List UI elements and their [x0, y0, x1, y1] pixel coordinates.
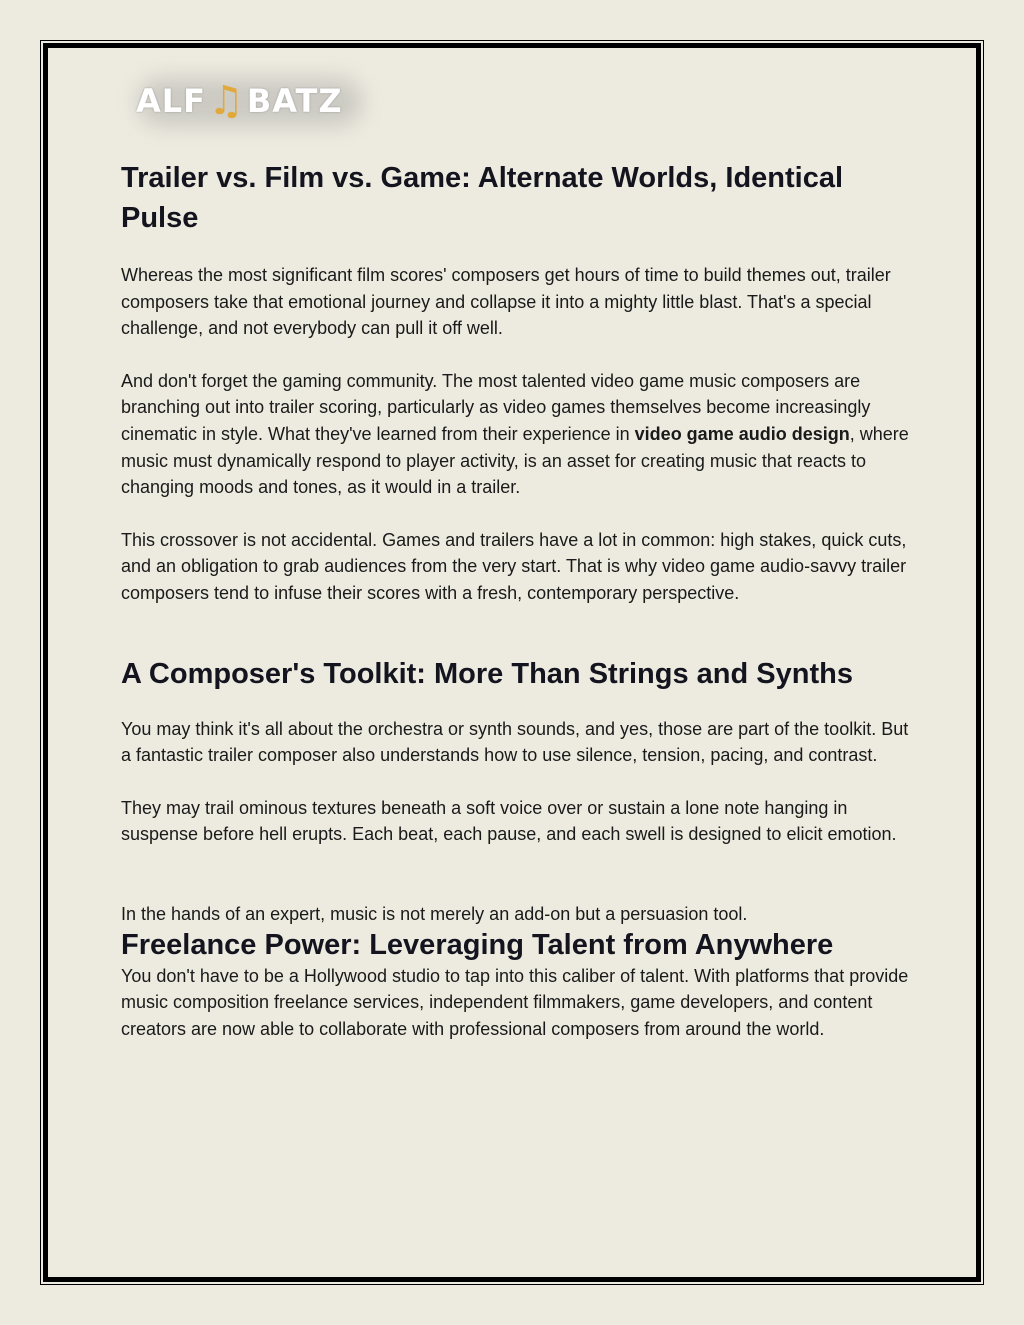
logo-text-right: BATZ — [246, 82, 343, 120]
logo-text-left: ALF — [136, 82, 207, 120]
paragraph: You don't have to be a Hollywood studio to tap into this caliber of talent. With platforms that provide music composition freelance services, independent filmmakers, game developers, and content creators are now able to collaborate with professional composers from around the world. — [121, 965, 909, 1039]
paragraph-text: And don't forget the gaming community. The most talented video game music composers are branching out into trailer scoring, particularly as video games themselves become increasingly cinematic in style. What they've learned from their experience in — [121, 370, 871, 444]
paragraph: You may think it's all about the orchestra or synth sounds, and yes, those are part of the toolkit. But a fantastic trailer composer also understands how to use silence, tension, pacing, and contrast. — [121, 718, 909, 766]
logo-wordmark — [136, 78, 343, 124]
section-heading-freelance-power: Freelance Power: Leveraging Talent from Anywhere — [121, 928, 834, 961]
document-body — [121, 158, 911, 1042]
paragraph: This crossover is not accidental. Games and trailers have a lot in common: high stakes, quick cuts, and an obligation to grab audiences from the very start. That is why video game audio-savvy trailer composers tend to infuse their scores with a fresh, contemporary perspective. — [121, 529, 907, 603]
paragraph: In the hands of an expert, music is not merely an add-on but a persuasion tool. — [121, 903, 748, 924]
section-heading-trailer-film-game: Trailer vs. Film vs. Game: Alternate Worlds, Identical Pulse — [121, 162, 844, 234]
music-note-icon: ♫ — [208, 78, 245, 124]
paragraph: They may trail ominous textures beneath a soft voice over or sustain a lone note hanging in suspense before hell erupts. Each beat, each pause, and each swell is designed to elicit emotion. — [121, 797, 897, 845]
paragraph-text: , where music must dynamically respond to player activity, is an asset for creating music that reacts to changing moods and tones, as it would in a trailer. — [121, 423, 909, 498]
bold-link-video-game-audio-design[interactable]: video game audio design — [634, 423, 850, 444]
paragraph-gaming-community — [121, 368, 911, 501]
section-heading-composers-toolkit: A Composer's Toolkit: More Than Strings and Synths — [121, 657, 853, 690]
paragraph: Whereas the most significant film scores' composers get hours of time to build themes out, trailer composers take that emotional journey and collapse it into a mighty little blast. That's a special challenge, and not everybody can pull it off well. — [121, 265, 891, 339]
alfabatz-logo — [130, 68, 370, 140]
